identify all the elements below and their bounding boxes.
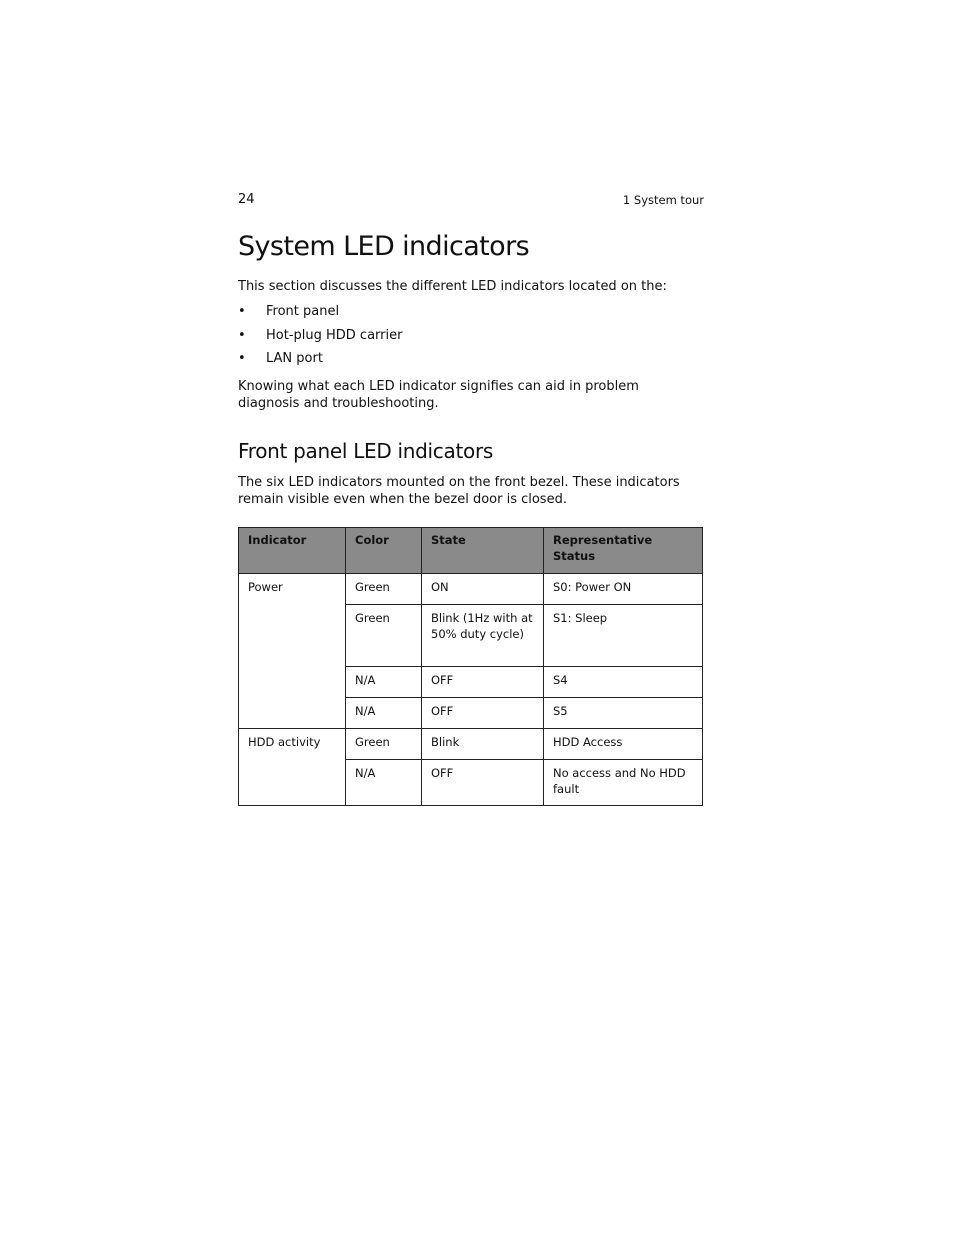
header-status: Representative Status: [544, 528, 703, 574]
indicator-cell: HDD activity: [239, 729, 346, 806]
color-cell: N/A: [346, 698, 422, 729]
table-header-row: [239, 528, 703, 574]
color-cell: N/A: [346, 760, 422, 806]
table-row: [239, 729, 703, 760]
bullet-icon: •: [238, 351, 246, 366]
page-number: 24: [238, 192, 255, 207]
bullet-icon: •: [238, 304, 246, 319]
state-cell: OFF: [422, 698, 544, 729]
color-cell: Green: [346, 729, 422, 760]
led-indicator-table: [238, 527, 703, 806]
section-title: System LED indicators: [238, 231, 530, 262]
list-item: [238, 327, 704, 344]
color-cell: Green: [346, 605, 422, 667]
color-cell: N/A: [346, 667, 422, 698]
status-cell: S0: Power ON: [544, 574, 703, 605]
indicator-cell: Power: [239, 574, 346, 729]
chapter-title: 1 System tour: [622, 193, 704, 207]
list-item: [238, 350, 704, 367]
page-content: [238, 228, 704, 806]
list-item-label: Front panel: [266, 304, 340, 319]
section-intro: This section discusses the different LED indicators located on the:: [238, 279, 667, 294]
list-item: [238, 303, 704, 320]
status-cell: S4: [544, 667, 703, 698]
led-location-list: [238, 303, 704, 367]
state-cell: ON: [422, 574, 544, 605]
status-cell: S5: [544, 698, 703, 729]
status-cell: HDD Access: [544, 729, 703, 760]
status-cell: No access and No HDD fault: [544, 760, 703, 806]
state-cell: OFF: [422, 667, 544, 698]
table-row: [239, 574, 703, 605]
bullet-icon: •: [238, 327, 246, 343]
list-item-label: Hot-plug HDD carrier: [266, 327, 403, 343]
header-color: Color: [346, 528, 422, 574]
subsection-intro: The six LED indicators mounted on the front bezel. These indicators remain visible even when the bezel door is closed.: [238, 475, 680, 507]
state-cell: OFF: [422, 760, 544, 806]
color-cell: Green: [346, 574, 422, 605]
header-state: State: [422, 528, 544, 574]
subsection-title: Front panel LED indicators: [238, 439, 493, 463]
list-item-label: LAN port: [266, 351, 323, 366]
header-indicator: Indicator: [239, 528, 346, 574]
section-closing: Knowing what each LED indicator signifies can aid in problem diagnosis and troubleshooting.: [238, 379, 639, 411]
state-cell: Blink (1Hz with at 50% duty cycle): [422, 605, 544, 667]
state-cell: Blink: [422, 729, 544, 760]
status-cell: S1: Sleep: [544, 605, 703, 667]
